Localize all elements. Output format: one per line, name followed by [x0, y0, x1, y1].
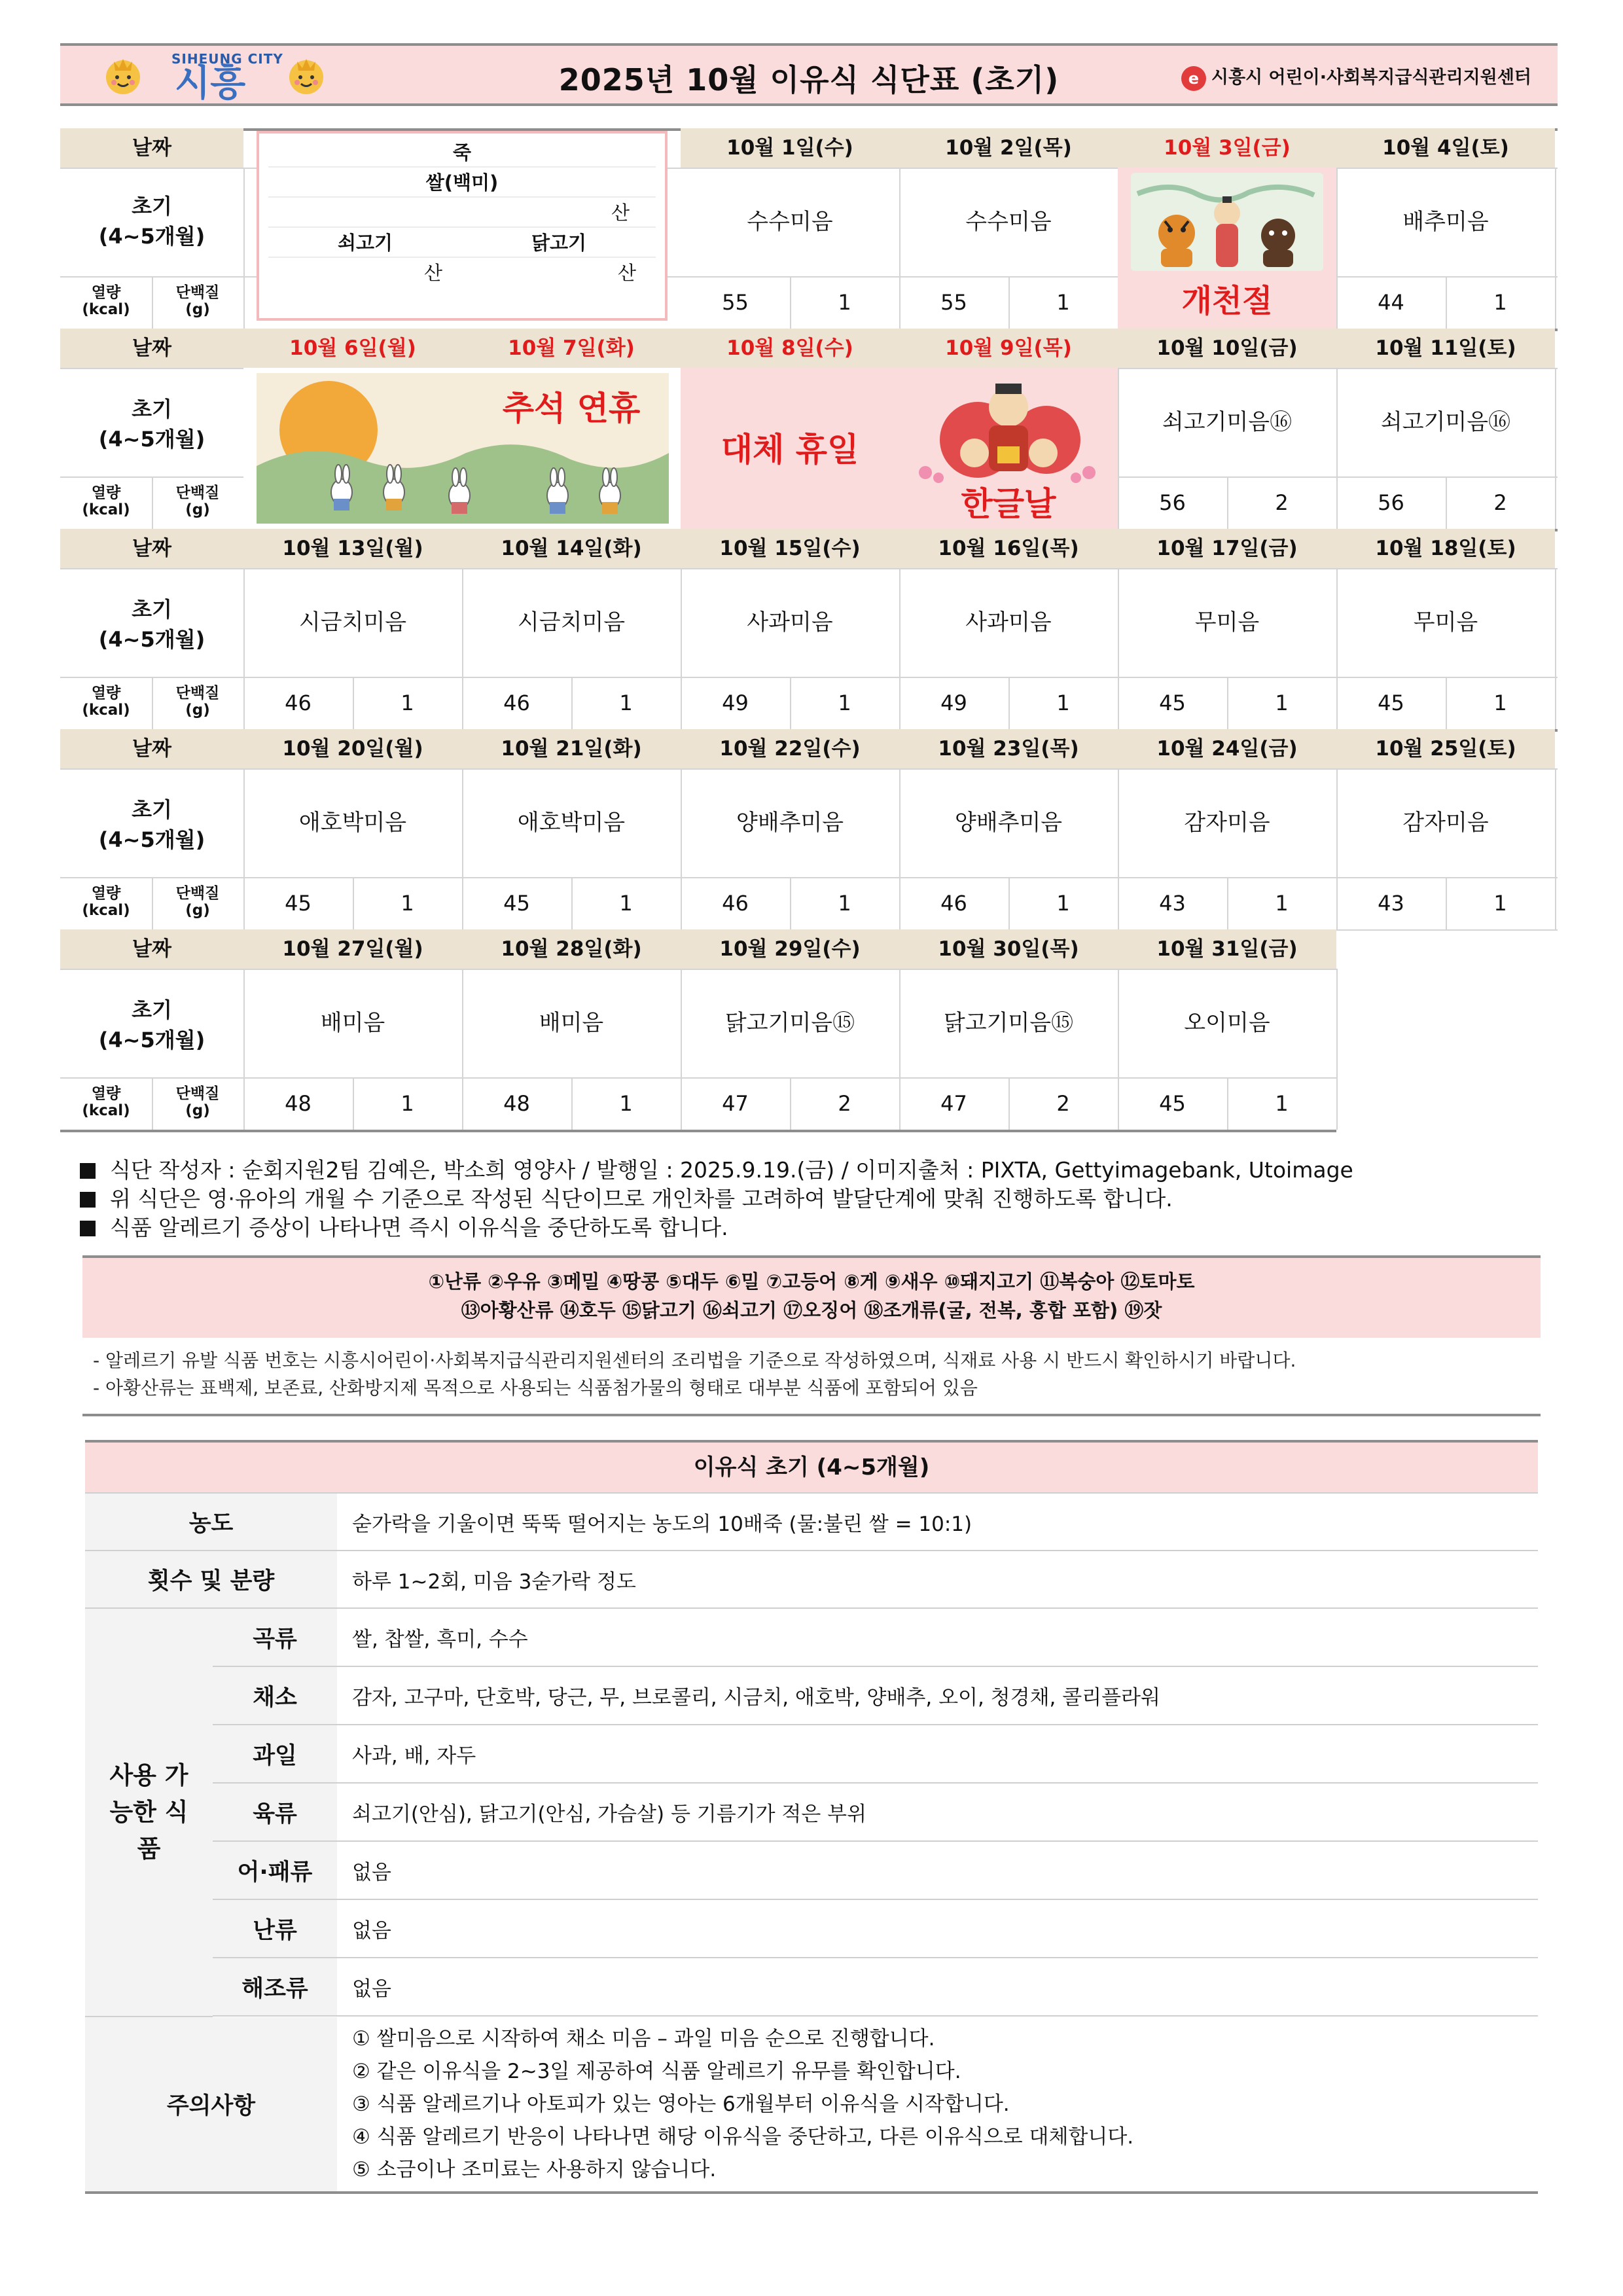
guide-food-category: 육류 [213, 1784, 337, 1840]
guide-val-density: 숟가락을 기울이면 뚝뚝 떨어지는 농도의 10배죽 (물:불린 쌀 = 10:1) [352, 1512, 972, 1536]
chicken-label: 닭고기 [462, 228, 656, 258]
col-divider [152, 677, 153, 729]
brand-english: SIHEUNG CITY [171, 51, 283, 67]
day-date: 10월 6일(월) [243, 329, 462, 368]
day-date: 10월 8일(수) [681, 329, 899, 368]
protein-unit: (g) [185, 301, 210, 318]
allergy-line-1: ①난류 ②우유 ③메밀 ④땅콩 ⑤대두 ⑥밀 ⑦고등어 ⑧게 ⑨새우 ⑩돼지고기 ⑪복숭아 ⑫토마토 [428, 1270, 1195, 1293]
caution-item: ② 같은 이유식을 2~3일 제공하여 식품 알레르기 유무를 확인합니다. [352, 2060, 961, 2083]
caution-item: ③ 식품 알레르기나 아토피가 있는 영아는 6개월부터 이유식을 시작합니다. [352, 2092, 1010, 2116]
stage-name: 초기 [132, 997, 172, 1022]
day-protein: 1 [1493, 891, 1507, 916]
day-kcal: 47 [940, 1091, 967, 1116]
day-protein: 2 [1493, 490, 1507, 515]
day-date: 10월 2일(목) [899, 128, 1118, 168]
stage-label [60, 168, 243, 276]
date-label: 날짜 [60, 729, 243, 768]
note-item [80, 1213, 1353, 1242]
day-kcal: 45 [285, 891, 312, 916]
day-protein: 1 [838, 891, 851, 916]
kcal-unit: (kcal) [82, 301, 130, 318]
stage-name: 초기 [132, 397, 172, 422]
day-date: 10월 21일(화) [462, 729, 681, 768]
stage-label [60, 768, 243, 877]
guide-food-category: 채소 [213, 1667, 337, 1724]
kcal-label-text: 열량 [91, 885, 121, 902]
notes-list [80, 1156, 1353, 1242]
day-date: 10월 18일(토) [1336, 529, 1555, 568]
guide-key-cautions: 주의사항 [85, 2017, 337, 2191]
kcal-unit: (kcal) [82, 501, 130, 518]
day-menu: 배추미음 [1402, 209, 1489, 235]
allergy-legend [82, 1255, 1541, 1338]
kcal-label [60, 276, 152, 329]
week-block [60, 529, 1558, 729]
divider [82, 1414, 1541, 1416]
week-bottom-border [60, 1130, 1336, 1132]
day-protein: 1 [1275, 691, 1289, 715]
guide-food-row [85, 1958, 1538, 2017]
protein-unit: (g) [185, 1102, 210, 1119]
day-kcal: 45 [1159, 1091, 1186, 1116]
col-divider [152, 476, 153, 529]
organization-label: 시흥시 어린이·사회복지급식관리지원센터 [1211, 67, 1531, 88]
kcal-label-text: 열량 [91, 284, 121, 301]
protein-unit: (g) [185, 902, 210, 919]
note-text: 식품 알레르기 증상이 나타나면 즉시 이유식을 중단하도록 합니다. [110, 1215, 728, 1240]
stage-name: 초기 [132, 194, 172, 219]
organization-name [1181, 63, 1531, 91]
allergy-note-1: - 알레르기 유발 식품 번호는 시흥시어린이·사회복지급식관리지원센터의 조리법을 기준으로 작성하였으며, 식재료 사용 시 반드시 확인하시기 바랍니다. [93, 1350, 1296, 1371]
protein-label-text: 단백질 [175, 484, 220, 501]
day-protein: 1 [1275, 1091, 1289, 1116]
day-protein: 1 [838, 691, 851, 715]
day-protein: 1 [1056, 290, 1070, 315]
note-text: 위 식단은 영·유아의 개월 수 기준으로 작성된 식단이므로 개인차를 고려하여 발달단계에 맞춰 진행하도록 합니다. [110, 1186, 1173, 1211]
kcal-label-text: 열량 [91, 685, 121, 702]
day-menu: 애호박미음 [298, 810, 407, 836]
day-protein: 2 [1275, 490, 1289, 515]
day-kcal: 47 [722, 1091, 749, 1116]
hangul-day-label: 한글날 [961, 485, 1056, 523]
day-date: 10월 25일(토) [1336, 729, 1555, 768]
day-menu: 시금치미음 [298, 609, 407, 636]
day-kcal: 45 [1159, 691, 1186, 715]
col-divider [1336, 969, 1338, 1130]
guide-food-row [85, 1842, 1538, 1900]
kcal-label [60, 1077, 152, 1130]
day-date: 10월 15일(수) [681, 529, 899, 568]
guide-food-row [85, 1725, 1538, 1784]
day-kcal: 46 [722, 891, 749, 916]
day-menu: 애호박미음 [517, 810, 626, 836]
page-title: 2025년 10월 이유식 식단표 (초기) [558, 62, 1060, 98]
page-header [60, 43, 1558, 106]
day-date: 10월 23일(목) [899, 729, 1118, 768]
guide-key-density: 농도 [85, 1494, 337, 1550]
guide-title: 이유식 초기 (4~5개월) [85, 1440, 1538, 1494]
day-kcal: 44 [1378, 290, 1404, 315]
day-menu: 수수미음 [747, 209, 833, 235]
day-menu: 감자미음 [1402, 810, 1489, 836]
day-menu: 닭고기미음⑮ [724, 1010, 855, 1036]
week-block [60, 729, 1558, 929]
kcal-label [60, 677, 152, 729]
kcal-label [60, 877, 152, 929]
day-date: 10월 17일(금) [1118, 529, 1336, 568]
stage-age: (4~5개월) [98, 224, 205, 249]
chuseok-label: 추석 연휴 [502, 389, 641, 427]
guide-row-frequency [85, 1551, 1538, 1609]
guide-food-value: 사과, 배, 자두 [352, 1744, 476, 1768]
guide-food-row [85, 1609, 1538, 1667]
protein-label-text: 단백질 [175, 685, 220, 702]
day-date: 10월 9일(목) [899, 329, 1118, 368]
day-kcal: 55 [940, 290, 967, 315]
day-menu: 감자미음 [1184, 810, 1270, 836]
day-date: 10월 29일(수) [681, 929, 899, 969]
guide-food-value: 감자, 고구마, 단호박, 당근, 무, 브로콜리, 시금치, 애호박, 양배추, 오이, 청경채, 콜리플라워 [352, 1686, 1160, 1710]
stage-name: 초기 [132, 597, 172, 622]
square-bullet-icon [80, 1163, 96, 1179]
protein-label [152, 1077, 243, 1130]
stage-label [60, 568, 243, 677]
day-date: 10월 16일(목) [899, 529, 1118, 568]
day-protein: 1 [401, 1091, 414, 1116]
day-menu: 닭고기미음⑮ [943, 1010, 1074, 1036]
col-divider [1555, 768, 1556, 929]
day-date: 10월 20일(월) [243, 729, 462, 768]
day-protein: 1 [401, 891, 414, 916]
day-protein: 2 [838, 1091, 851, 1116]
day-date: 10월 31일(금) [1118, 929, 1336, 969]
guide-food-value: 없음 [352, 1919, 391, 1943]
e-circle-icon: e [1181, 66, 1206, 91]
porridge-label: 죽 [268, 137, 656, 168]
note-item [80, 1156, 1353, 1185]
day-kcal: 56 [1159, 490, 1186, 515]
square-bullet-icon [80, 1221, 96, 1236]
guide-key-foods: 사용 가능한 식품 [85, 1609, 213, 2017]
date-label: 날짜 [60, 529, 243, 568]
stage-label [60, 969, 243, 1077]
guide-food-category: 난류 [213, 1900, 337, 1957]
date-label: 날짜 [60, 329, 243, 368]
day-protein: 1 [1275, 891, 1289, 916]
day-protein: 1 [838, 290, 851, 315]
hangul-day-illustration-icon [899, 368, 1118, 486]
day-protein: 1 [619, 1091, 633, 1116]
stage-age: (4~5개월) [98, 1028, 205, 1052]
day-menu: 배미음 [320, 1010, 385, 1036]
day-date: 10월 3일(금) [1118, 128, 1336, 168]
allergy-line-2: ⑬아황산류 ⑭호두 ⑮닭고기 ⑯쇠고기 ⑰오징어 ⑱조개류(굴, 전복, 홍합 포함) ⑲잣 [461, 1299, 1162, 1321]
col-divider [152, 877, 153, 929]
day-kcal: 43 [1378, 891, 1404, 916]
day-date: 10월 28일(화) [462, 929, 681, 969]
day-date: 10월 27일(월) [243, 929, 462, 969]
protein-label-text: 단백질 [175, 1085, 220, 1102]
day-protein: 2 [1056, 1091, 1070, 1116]
day-menu: 무미음 [1194, 609, 1260, 636]
rice-label: 쌀(백미) [268, 168, 656, 198]
rice-unit: 산 [268, 198, 656, 228]
day-date: 10월 22일(수) [681, 729, 899, 768]
note-text: 식단 작성자 : 순회지원2팀 김예은, 박소희 영양사 / 발행일 : 2025.9.19.(금) / 이미지출처 : PIXTA, Gettyimagebank, Utoimage [110, 1157, 1353, 1183]
substitute-holiday-label: 대체 휴일 [721, 431, 859, 469]
protein-label [152, 476, 243, 529]
stage-age: (4~5개월) [98, 627, 205, 652]
stage-label [60, 368, 243, 476]
day-menu: 무미음 [1413, 609, 1478, 636]
day-kcal: 55 [722, 290, 749, 315]
caution-item: ① 쌀미음으로 시작하여 채소 미음 – 과일 미음 순으로 진행합니다. [352, 2027, 935, 2051]
day-kcal: 49 [722, 691, 749, 715]
day-date: 10월 10일(금) [1118, 329, 1336, 368]
col-divider [1555, 568, 1556, 729]
kcal-label-text: 열량 [91, 1085, 121, 1102]
guide-food-value: 없음 [352, 1977, 391, 2001]
brand-korean: 시흥 [175, 62, 246, 105]
day-kcal: 48 [503, 1091, 530, 1116]
guide-val-frequency: 하루 1~2회, 미음 3숟가락 정도 [352, 1570, 636, 1594]
guide-food-value: 쌀, 찹쌀, 흑미, 수수 [352, 1628, 528, 1651]
kcal-unit: (kcal) [82, 702, 130, 719]
day-kcal: 45 [503, 891, 530, 916]
day-date: 10월 4일(토) [1336, 128, 1555, 168]
square-bullet-icon [80, 1192, 96, 1208]
stage-age: (4~5개월) [98, 427, 205, 452]
day-menu: 배미음 [539, 1010, 604, 1036]
day-kcal: 46 [503, 691, 530, 715]
day-kcal: 46 [285, 691, 312, 715]
day-menu: 시금치미음 [517, 609, 626, 636]
day-date: 10월 14일(화) [462, 529, 681, 568]
day-kcal: 45 [1378, 691, 1404, 715]
day-date: 10월 11일(토) [1336, 329, 1555, 368]
day-date: 10월 1일(수) [681, 128, 899, 168]
day-protein: 1 [1493, 691, 1507, 715]
day-kcal: 46 [940, 891, 967, 916]
guide-food-row [85, 1784, 1538, 1842]
guide-food-row [85, 1900, 1538, 1958]
guide-row-density [85, 1494, 1538, 1551]
day-menu: 쇠고기미음⑯ [1162, 409, 1293, 435]
guide-food-category: 어·패류 [213, 1842, 337, 1899]
protein-label-text: 단백질 [175, 885, 220, 902]
guide-key-frequency: 횟수 및 분량 [85, 1551, 337, 1607]
protein-unit: (g) [185, 702, 210, 719]
beef-label: 쇠고기 [268, 228, 462, 258]
day-date: 10월 30일(목) [899, 929, 1118, 969]
caution-list [352, 2017, 1538, 2191]
day-menu: 양배추미음 [736, 810, 844, 836]
day-menu: 쇠고기미음⑯ [1380, 409, 1511, 435]
day-date: 10월 7일(화) [462, 329, 681, 368]
col-divider [243, 168, 245, 329]
stage-name: 초기 [132, 797, 172, 822]
gaecheonjeol-label: 개천절 [1181, 283, 1273, 319]
day-date: 10월 13일(월) [243, 529, 462, 568]
protein-unit: (g) [185, 501, 210, 518]
col-divider [152, 276, 153, 329]
week-block [60, 929, 1558, 1130]
caution-item: ⑤ 소금이나 조미료는 사용하지 않습니다. [352, 2158, 717, 2181]
day-protein: 1 [1493, 290, 1507, 315]
day-menu: 오이미음 [1184, 1010, 1270, 1036]
day-kcal: 48 [285, 1091, 312, 1116]
day-protein: 1 [1056, 691, 1070, 715]
day-protein: 1 [619, 691, 633, 715]
stage-age: (4~5개월) [98, 827, 205, 852]
day-protein: 1 [619, 891, 633, 916]
protein-label [152, 877, 243, 929]
day-kcal: 56 [1378, 490, 1404, 515]
base-recipe-box [257, 131, 668, 321]
week-block [60, 128, 1558, 329]
day-date: 10월 24일(금) [1118, 729, 1336, 768]
protein-label [152, 677, 243, 729]
col-divider [1555, 168, 1556, 329]
date-label: 날짜 [60, 929, 243, 969]
guide-food-category: 해조류 [213, 1958, 337, 2015]
protein-label [152, 276, 243, 329]
guide-row-cautions [85, 2017, 1538, 2194]
kcal-unit: (kcal) [82, 902, 130, 919]
chicken-unit: 산 [617, 262, 636, 284]
guide-food-value: 쇠고기(안심), 닭고기(안심, 가슴살) 등 기름기가 적은 부위 [352, 1803, 867, 1826]
day-menu: 양배추미음 [954, 810, 1063, 836]
guide-food-row [85, 1667, 1538, 1725]
note-item [80, 1185, 1353, 1213]
kcal-label [60, 476, 152, 529]
col-divider [1555, 368, 1556, 529]
gaecheonjeol-illustration-icon [1118, 168, 1336, 279]
allergy-note-2: - 아황산류는 표백제, 보존료, 산화방지제 목적으로 사용되는 식품첨가물의 형태로 대부분 식품에 포함되어 있음 [93, 1377, 978, 1399]
day-protein: 1 [401, 691, 414, 715]
protein-label-text: 단백질 [175, 284, 220, 301]
allergy-notes [93, 1347, 1296, 1402]
day-kcal: 49 [940, 691, 967, 715]
kcal-unit: (kcal) [82, 1102, 130, 1119]
day-menu: 사과미음 [965, 609, 1052, 636]
guide-food-category: 곡류 [213, 1609, 337, 1666]
col-divider [152, 1077, 153, 1130]
guide-food-category: 과일 [213, 1725, 337, 1782]
day-protein: 1 [1056, 891, 1070, 916]
guide-food-value: 없음 [352, 1861, 391, 1884]
beef-unit: 산 [423, 262, 442, 284]
caution-item: ④ 식품 알레르기 반응이 나타나면 해당 이유식을 중단하고, 다른 이유식으로 대체합니다. [352, 2125, 1134, 2149]
day-kcal: 43 [1159, 891, 1186, 916]
date-label: 날짜 [60, 128, 243, 168]
week-block [60, 329, 1558, 529]
kcal-label-text: 열량 [91, 484, 121, 501]
day-menu: 사과미음 [747, 609, 833, 636]
day-menu: 수수미음 [965, 209, 1052, 235]
